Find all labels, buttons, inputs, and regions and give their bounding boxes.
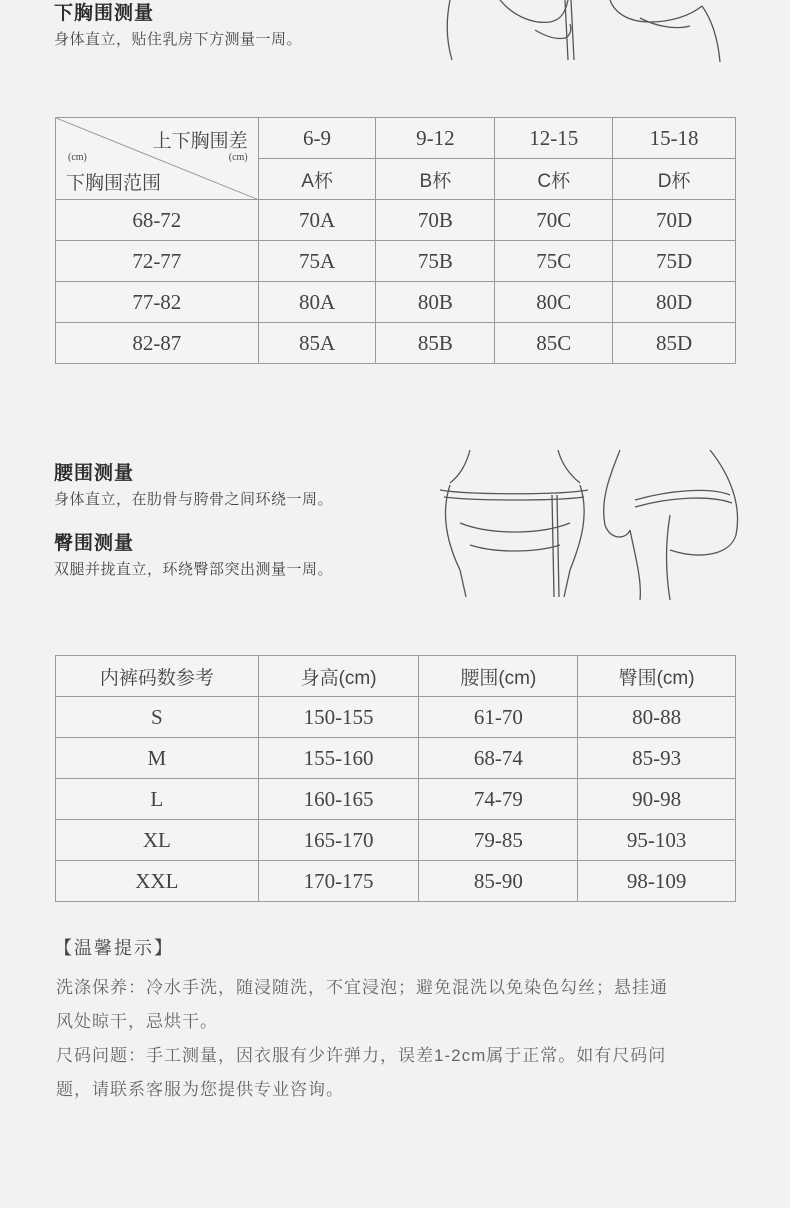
cup-cell: D杯	[613, 159, 736, 200]
waist-cell: 61-70	[419, 697, 578, 738]
size-cell: 75A	[258, 241, 376, 282]
size-label-cell: M	[56, 738, 259, 779]
size-cell: 75D	[613, 241, 736, 282]
size-cell: 75C	[495, 241, 613, 282]
waist-hip-illustration	[430, 445, 750, 603]
range-cell: 68-72	[56, 200, 259, 241]
header-cell: 内裤码数参考	[56, 656, 259, 697]
cup-cell: A杯	[258, 159, 376, 200]
tips-line: 题，请联系客服为您提供专业咨询。	[56, 1080, 344, 1099]
tips-line: 尺码问题：手工测量，因衣服有少许弹力，误差1-2cm属于正常。如有尺码问	[56, 1046, 667, 1065]
waist-cell: 68-74	[419, 738, 578, 779]
header-cell: 身高(cm)	[258, 656, 419, 697]
table-row	[56, 200, 736, 241]
bra-unit-right: (cm)	[228, 152, 248, 163]
height-cell: 160-165	[258, 779, 419, 820]
range-cell: 82-87	[56, 323, 259, 364]
hip-cell: 98-109	[578, 861, 736, 902]
bra-unit-left: (cm)	[68, 152, 87, 163]
size-cell: 85C	[495, 323, 613, 364]
table-row	[56, 861, 736, 902]
hip-cell: 95-103	[578, 820, 736, 861]
tips-title: 【温馨提示】	[54, 938, 174, 958]
size-cell: 85D	[613, 323, 736, 364]
cup-cell: B杯	[376, 159, 495, 200]
tips-line: 风处晾干，忌烘干。	[56, 1012, 218, 1031]
waist-cell: 74-79	[419, 779, 578, 820]
range-cell: 77-82	[56, 282, 259, 323]
tips-line: 洗涤保养：冷水手洗，随浸随洗，不宜浸泡；避免混洗以免染色勾丝；悬挂通	[56, 978, 668, 997]
size-cell: 70B	[376, 200, 495, 241]
bra-table-corner	[56, 118, 259, 200]
height-cell: 155-160	[258, 738, 419, 779]
size-label-cell: L	[56, 779, 259, 820]
size-cell: 70C	[495, 200, 613, 241]
hip-desc: 双腿并拢直立，环绕臀部突出测量一周。	[54, 561, 334, 578]
bra-corner-top-label: 上下胸围差	[152, 131, 248, 152]
height-cell: 170-175	[258, 861, 419, 902]
cup-cell: C杯	[495, 159, 613, 200]
tips-body	[56, 971, 756, 1107]
size-cell: 85B	[376, 323, 495, 364]
underbust-desc: 身体直立，贴住乳房下方测量一周。	[54, 31, 303, 48]
waist-desc: 身体直立，在肋骨与胯骨之间环绕一周。	[54, 491, 334, 508]
size-cell: 80C	[495, 282, 613, 323]
height-cell: 150-155	[258, 697, 419, 738]
size-cell: 70A	[258, 200, 376, 241]
waist-title: 腰围测量	[54, 463, 135, 484]
range-cell: 72-77	[56, 241, 259, 282]
underbust-illustration	[440, 0, 730, 64]
size-cell: 80A	[258, 282, 376, 323]
diff-cell: 6-9	[258, 118, 376, 159]
size-label-cell: S	[56, 697, 259, 738]
diff-cell: 15-18	[613, 118, 736, 159]
table-row	[56, 738, 736, 779]
diff-cell: 9-12	[376, 118, 495, 159]
size-cell: 85A	[258, 323, 376, 364]
underbust-title: 下胸围测量	[54, 3, 155, 24]
size-label-cell: XXL	[56, 861, 259, 902]
table-row	[56, 820, 736, 861]
size-cell: 75B	[376, 241, 495, 282]
waist-cell: 85-90	[419, 861, 578, 902]
table-row	[56, 282, 736, 323]
header-cell: 臀围(cm)	[578, 656, 736, 697]
hip-cell: 90-98	[578, 779, 736, 820]
hip-cell: 85-93	[578, 738, 736, 779]
hip-cell: 80-88	[578, 697, 736, 738]
size-cell: 80B	[376, 282, 495, 323]
bra-corner-bottom-label: 下胸围范围	[66, 173, 162, 194]
table-row	[56, 241, 736, 282]
diff-cell: 12-15	[495, 118, 613, 159]
panty-size-table	[55, 655, 736, 902]
bra-size-table	[55, 117, 736, 364]
size-cell: 70D	[613, 200, 736, 241]
table-row	[56, 697, 736, 738]
table-row	[56, 779, 736, 820]
hip-title: 臀围测量	[54, 533, 135, 554]
header-cell: 腰围(cm)	[419, 656, 578, 697]
size-label-cell: XL	[56, 820, 259, 861]
table-row	[56, 323, 736, 364]
size-cell: 80D	[613, 282, 736, 323]
height-cell: 165-170	[258, 820, 419, 861]
waist-cell: 79-85	[419, 820, 578, 861]
